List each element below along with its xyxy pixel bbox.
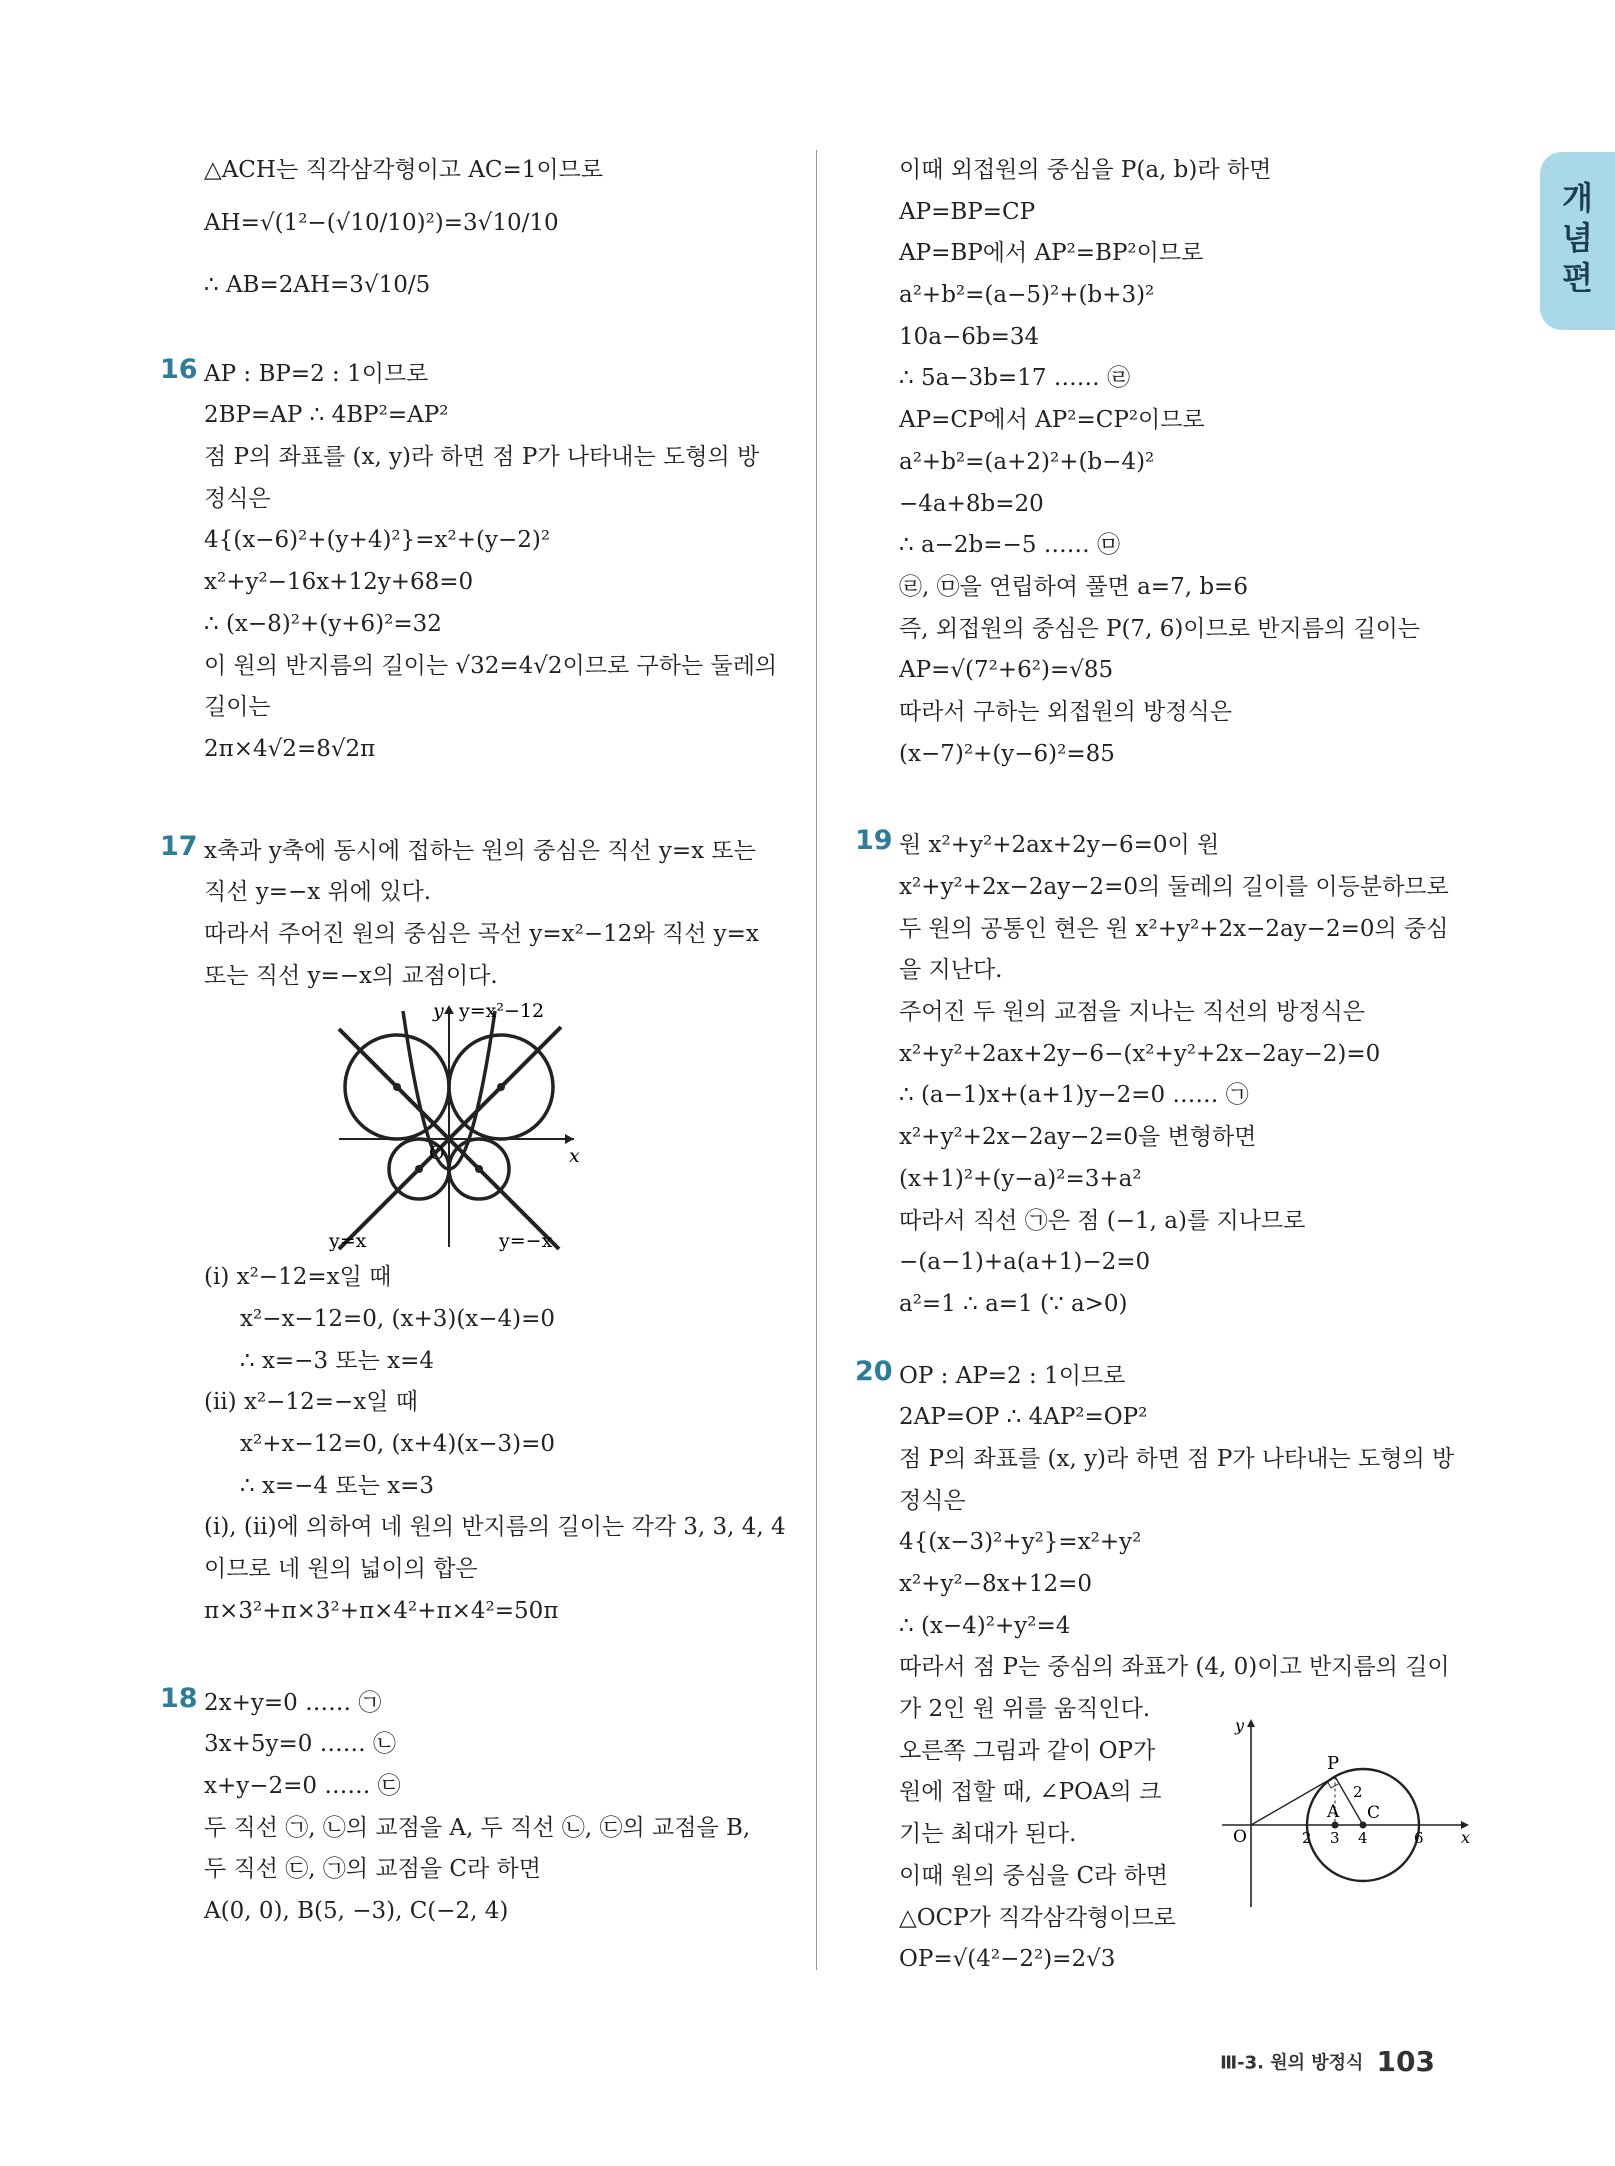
text-line: x²+x−12=0, (x+4)(x−3)=0 [240, 1431, 556, 1458]
problem-number: 17 [160, 830, 198, 862]
text-line: AP=BP에서 AP²=BP²이므로 [899, 240, 1204, 267]
text-line: 2π×4√2=8√2π [204, 735, 376, 762]
text-line: AP : BP=2 : 1이므로 [204, 360, 429, 387]
problem-15-continuation [160, 150, 800, 316]
text-line: 이때 원의 중심을 C라 하면 [899, 1862, 1169, 1889]
text-line: 이 원의 반지름의 길이는 √32=4√2이므로 구하는 둘레의 [204, 652, 778, 679]
problem-19 [855, 825, 1495, 1325]
y-axis-arrow [1247, 1719, 1255, 1727]
text-line: 두 원의 공통인 현은 원 x²+y²+2x−2ay−2=0의 중심 [899, 915, 1449, 942]
text-line: ∴ AB=2AH=3√10/5 [204, 271, 431, 298]
tick-label-3: 3 [1330, 1828, 1340, 1847]
text-line: 10a−6b=34 [899, 323, 1040, 350]
text-line: 또는 직선 y=−x의 교점이다. [204, 962, 498, 989]
text-line: 두 직선 ㉠, ㉡의 교점을 A, 두 직선 ㉡, ㉢의 교점을 B, [204, 1814, 751, 1841]
problem-20 [855, 1356, 1495, 1981]
problem-16 [160, 354, 800, 771]
text-line: 2AP=OP ∴ 4AP²=OP² [899, 1404, 1148, 1431]
text-line: 즉, 외접원의 중심은 P(7, 6)이므로 반지름의 길이는 [899, 615, 1421, 642]
section-side-tab [1540, 152, 1615, 330]
problem-number: 20 [855, 1355, 893, 1387]
origin-label: O [429, 1142, 445, 1165]
text-line: 따라서 점 P는 중심의 좌표가 (4, 0)이고 반지름의 길이 [899, 1654, 1450, 1681]
point-p-label: P [1327, 1752, 1340, 1774]
circle-center-dot [475, 1165, 483, 1173]
x-axis-label: x [1461, 1827, 1471, 1847]
tick-label-2: 2 [1302, 1828, 1312, 1847]
text-line: ∴ 5a−3b=17 …… ㉣ [899, 365, 1131, 392]
text-line: (ⅱ) x²−12=−x일 때 [204, 1389, 418, 1416]
text-line: ∴ (x−4)²+y²=4 [899, 1612, 1071, 1639]
problem-17 [160, 831, 800, 1633]
text-line: −(a−1)+a(a+1)−2=0 [899, 1249, 1151, 1276]
text-line: x²+y²−8x+12=0 [899, 1571, 1092, 1597]
text-line: x+y−2=0 …… ㉢ [204, 1772, 401, 1799]
text-line: 기는 최대가 된다. [899, 1821, 1077, 1848]
y-axis-label: y [1235, 1715, 1245, 1735]
text-line: △OCP가 직각삼각형이므로 [899, 1904, 1176, 1931]
text-line: x²+y²+2x−2ay−2=0을 변형하면 [899, 1124, 1257, 1151]
text-line: 원 x²+y²+2ax+2y−6=0이 원 [899, 832, 1220, 859]
line-y-equals-x-label: y=x [329, 1230, 367, 1253]
problem-18 [160, 1683, 800, 1933]
tick-label-4: 4 [1358, 1828, 1368, 1847]
problem-number: 19 [855, 825, 893, 857]
text-line: 오른쪽 그림과 같이 OP가 [899, 1737, 1156, 1764]
text-line: △ACH는 직각삼각형이고 AC=1이므로 [204, 157, 604, 183]
text-line: x²+y²−16x+12y+68=0 [204, 569, 474, 596]
text-line: x축과 y축에 동시에 접하는 원의 중심은 직선 y=x 또는 [204, 837, 756, 864]
text-line: 원에 접할 때, ∠POA의 크 [899, 1779, 1162, 1806]
text-line: 4{(x−6)²+(y+4)²}=x²+(y−2)² [204, 527, 551, 554]
text-line: −4a+8b=20 [899, 490, 1044, 517]
text-line: 이므로 네 원의 넓이의 합은 [204, 1556, 478, 1583]
text-line: 3x+5y=0 …… ㉡ [204, 1731, 397, 1758]
origin-label: O [1233, 1826, 1247, 1847]
text-line: π×3²+π×3²+π×4²+π×4²=50π [204, 1597, 559, 1624]
text-line: 따라서 주어진 원의 중심은 곡선 y=x²−12와 직선 y=x [204, 920, 759, 947]
text-line: 을 지난다. [899, 957, 1003, 984]
text-line: x²−x−12=0, (x+3)(x−4)=0 [240, 1306, 556, 1332]
page-number: 103 [1376, 2045, 1435, 2078]
y-axis-arrow [444, 1005, 454, 1014]
problem-number: 18 [160, 1682, 198, 1714]
text-line: 직선 y=−x 위에 있다. [204, 879, 432, 906]
text-line: (x+1)²+(y−a)²=3+a² [899, 1165, 1142, 1192]
text-line: AP=CP에서 AP²=CP²이므로 [899, 407, 1205, 434]
text-line: 2x+y=0 …… ㉠ [204, 1689, 382, 1716]
text-line: 가 2인 원 위를 움직인다. [899, 1696, 1151, 1723]
column-divider [816, 150, 817, 1970]
text-line: AH=√(1²−(√10/10)²)=3√10/10 [204, 209, 559, 236]
text-line: a²=1 ∴ a=1 (∵ a>0) [899, 1290, 1128, 1317]
text-line: (x−7)²+(y−6)²=85 [899, 740, 1115, 767]
text-line: 2BP=AP ∴ 4BP²=AP² [204, 402, 449, 429]
page-footer [1220, 2045, 1435, 2078]
point-c-dot [1360, 1821, 1367, 1828]
text-line: AP=√(7²+6²)=√85 [899, 657, 1114, 684]
text-line: 이때 외접원의 중심을 P(a, b)라 하면 [899, 157, 1272, 183]
text-line: OP=√(4²−2²)=2√3 [899, 1946, 1116, 1973]
four-circles-figure [204, 997, 804, 1257]
parabola-label: y=x²−12 [459, 1000, 545, 1023]
point-a-dot [1332, 1821, 1339, 1828]
x-axis-arrow [565, 1134, 574, 1144]
side-tab-char-2: 념 [1562, 219, 1593, 257]
left-column [160, 150, 800, 1933]
right-column [855, 150, 1495, 1981]
side-tab-char-3: 편 [1562, 259, 1593, 297]
text-line: (ⅰ) x²−12=x일 때 [204, 1264, 392, 1291]
text-line: AP=BP=CP [899, 198, 1036, 225]
line-y-equals-neg-x-label: y=−x [499, 1230, 553, 1253]
tick-label-6: 6 [1414, 1828, 1424, 1847]
problem-number: 16 [160, 353, 198, 385]
point-c-label: C [1367, 1802, 1381, 1823]
text-line: a²+b²=(a+2)²+(b−4)² [899, 448, 1155, 475]
text-line: 점 P의 좌표를 (x, y)라 하면 점 P가 나타내는 도형의 방 [899, 1445, 1455, 1472]
text-line: ∴ (x−8)²+(y+6)²=32 [204, 610, 442, 637]
side-tab-char-1: 개 [1562, 179, 1593, 217]
section-title: Ⅲ-3. 원의 방정식 [1220, 2052, 1364, 2074]
text-line: a²+b²=(a−5)²+(b+3)² [899, 282, 1155, 309]
text-line: ㉣, ㉤을 연립하여 풀면 a=7, b=6 [899, 573, 1248, 600]
tangent-circle-figure [1217, 1715, 1477, 1915]
text-line: 정식은 [204, 485, 271, 512]
text-line: x²+y²+2x−2ay−2=0의 둘레의 길이를 이등분하므로 [899, 874, 1449, 900]
text-line: ∴ a−2b=−5 …… ㉤ [899, 532, 1121, 559]
text-line: ∴ x=−4 또는 x=3 [240, 1472, 435, 1499]
text-line: 4{(x−3)²+y²}=x²+y² [899, 1529, 1142, 1556]
text-line: OP : AP=2 : 1이므로 [899, 1362, 1126, 1389]
text-line: 주어진 두 원의 교점을 지나는 직선의 방정식은 [899, 999, 1366, 1026]
circle-center-dot [415, 1165, 423, 1173]
text-line: 따라서 구하는 외접원의 방정식은 [899, 698, 1232, 725]
problem-20-figure-block [899, 1715, 1495, 1981]
text-line: ∴ x=−3 또는 x=4 [240, 1347, 435, 1374]
text-line: 길이는 [204, 694, 271, 721]
circle-center-dot [393, 1083, 401, 1091]
circle-center-dot [497, 1083, 505, 1091]
text-line: 정식은 [899, 1487, 966, 1514]
text-line: A(0, 0), B(5, −3), C(−2, 4) [204, 1897, 509, 1924]
radius-label: 2 [1353, 1782, 1363, 1801]
y-axis-label: y [433, 1000, 444, 1023]
tangent-line-op [1251, 1776, 1335, 1825]
text-line: 점 P의 좌표를 (x, y)라 하면 점 P가 나타내는 도형의 방 [204, 444, 760, 471]
problem-18-continuation [855, 150, 1495, 775]
text-line: (ⅰ), (ⅱ)에 의하여 네 원의 반지름의 길이는 각각 3, 3, 4, 4 [204, 1514, 786, 1541]
text-line: 따라서 직선 ㉠은 점 (−1, a)를 지나므로 [899, 1207, 1306, 1234]
text-line: x²+y²+2ax+2y−6−(x²+y²+2x−2ay−2)=0 [899, 1040, 1381, 1067]
x-axis-label: x [569, 1145, 580, 1168]
point-a-label: A [1327, 1801, 1340, 1822]
text-line: ∴ (a−1)x+(a+1)y−2=0 …… ㉠ [899, 1082, 1249, 1109]
text-line: 두 직선 ㉢, ㉠의 교점을 C라 하면 [204, 1856, 541, 1883]
